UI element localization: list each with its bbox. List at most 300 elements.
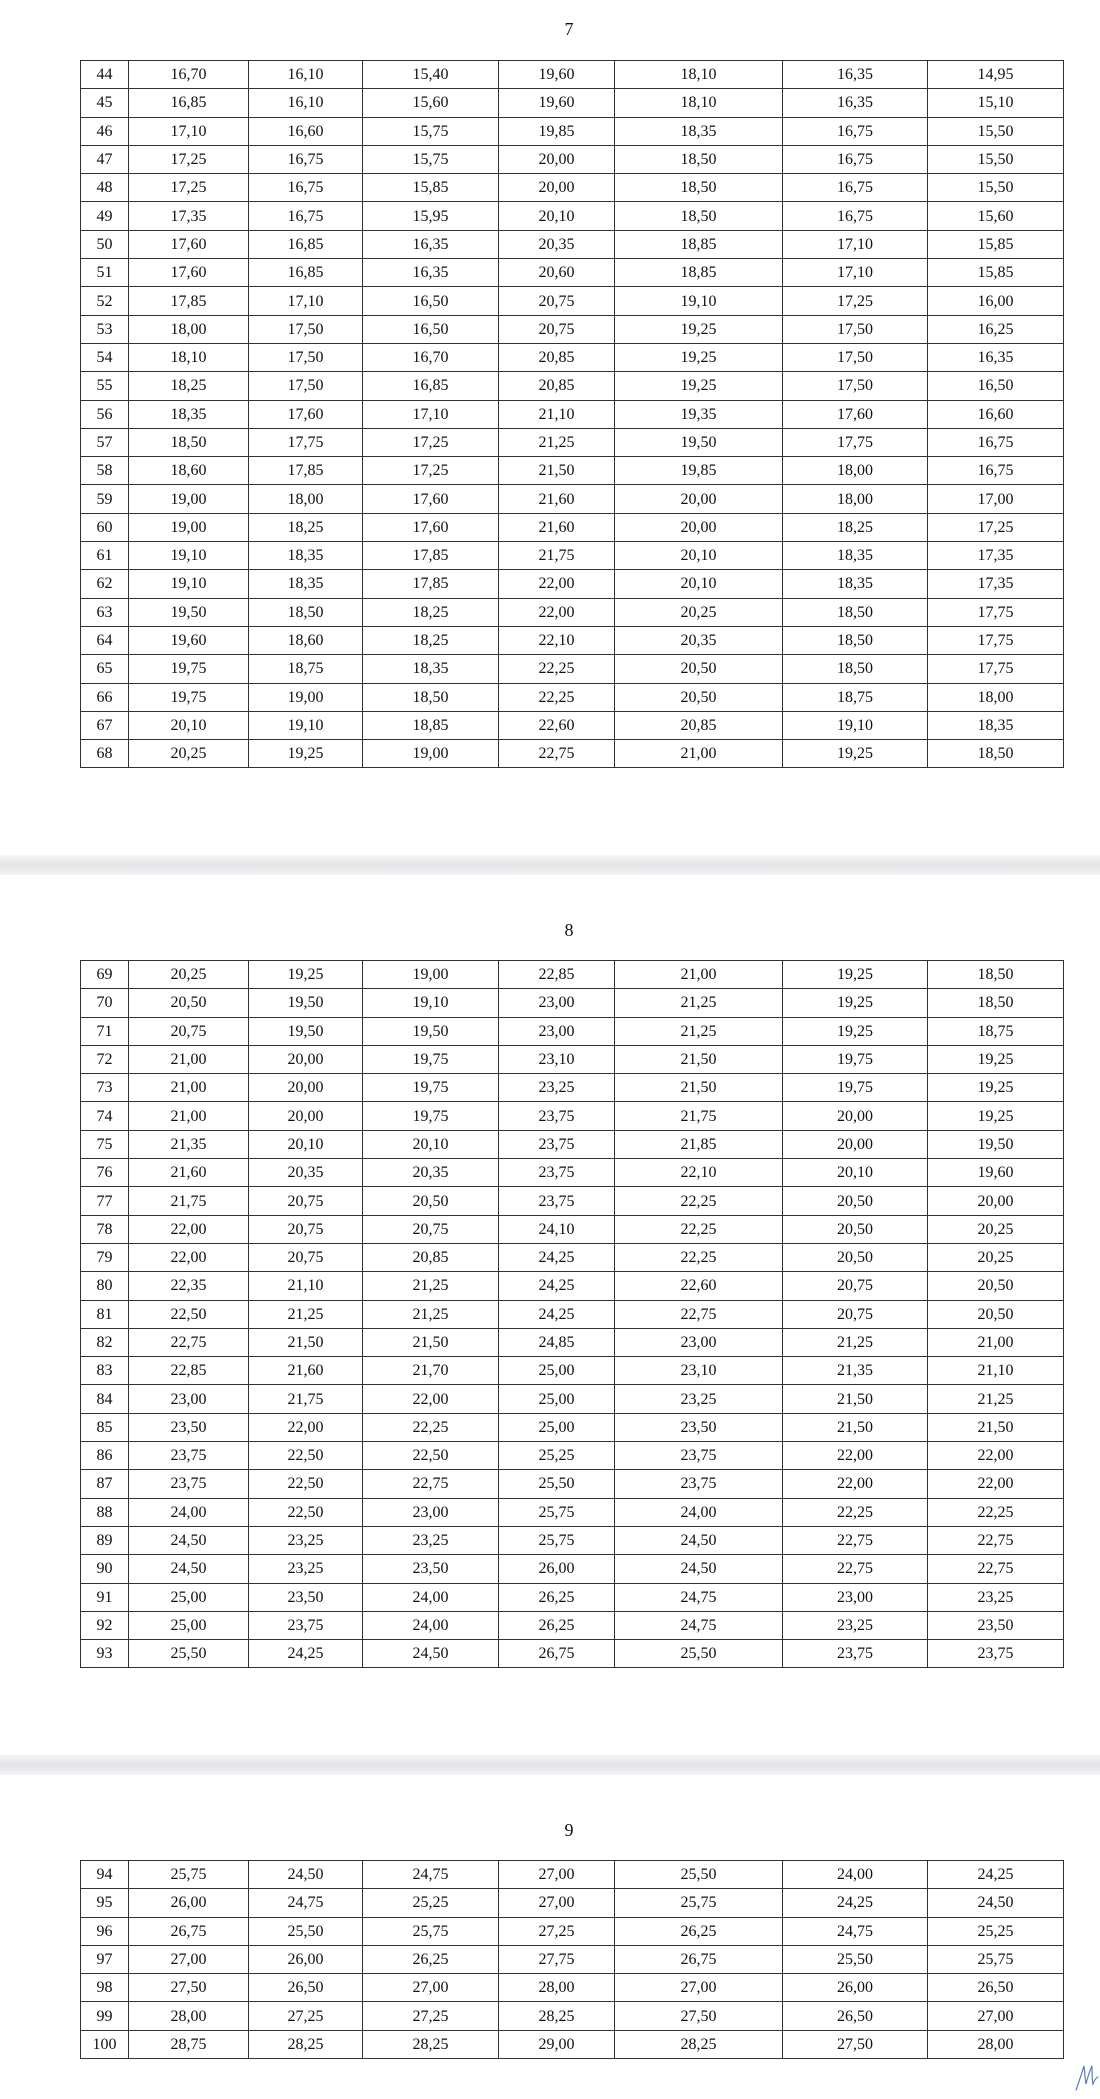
- value-cell: 17,00: [928, 485, 1064, 513]
- row-number-cell: 100: [81, 2030, 129, 2058]
- page-separator: [0, 855, 1100, 875]
- table-row: [81, 1102, 1064, 1130]
- value-cell: 25,50: [129, 1640, 249, 1668]
- value-cell: 26,00: [129, 1889, 249, 1917]
- value-cell: 23,25: [363, 1526, 499, 1554]
- value-cell: 25,50: [499, 1470, 615, 1498]
- value-cell: 15,95: [363, 202, 499, 230]
- value-cell: 19,50: [928, 1130, 1064, 1158]
- value-cell: 21,10: [928, 1357, 1064, 1385]
- value-cell: 20,50: [363, 1187, 499, 1215]
- value-cell: 25,00: [129, 1611, 249, 1639]
- table-row: [81, 1243, 1064, 1271]
- value-cell: 22,00: [928, 1442, 1064, 1470]
- value-cell: 23,75: [499, 1159, 615, 1187]
- value-cell: 24,00: [363, 1611, 499, 1639]
- value-cell: 17,85: [129, 287, 249, 315]
- value-cell: 15,50: [928, 174, 1064, 202]
- table-row: [81, 1498, 1064, 1526]
- row-number-cell: 59: [81, 485, 129, 513]
- value-cell: 16,10: [249, 61, 363, 89]
- value-cell: 15,75: [363, 145, 499, 173]
- value-cell: 18,35: [363, 655, 499, 683]
- value-cell: 20,00: [249, 1045, 363, 1073]
- value-cell: 28,00: [499, 1974, 615, 2002]
- table-row: [81, 145, 1064, 173]
- table-row: [81, 1385, 1064, 1413]
- table-row: [81, 570, 1064, 598]
- value-cell: 26,50: [783, 2002, 928, 2030]
- value-cell: 16,75: [783, 145, 928, 173]
- value-cell: 18,00: [783, 457, 928, 485]
- row-number-cell: 72: [81, 1045, 129, 1073]
- value-cell: 27,00: [499, 1889, 615, 1917]
- value-cell: 25,75: [499, 1498, 615, 1526]
- table-row: [81, 1917, 1064, 1945]
- value-cell: 18,85: [615, 259, 783, 287]
- row-number-cell: 73: [81, 1074, 129, 1102]
- value-cell: 24,50: [615, 1555, 783, 1583]
- value-cell: 22,25: [499, 655, 615, 683]
- value-cell: 26,00: [249, 1945, 363, 1973]
- value-cell: 18,60: [129, 457, 249, 485]
- value-cell: 17,75: [928, 598, 1064, 626]
- value-cell: 18,50: [783, 626, 928, 654]
- value-cell: 26,75: [499, 1640, 615, 1668]
- value-cell: 19,10: [615, 287, 783, 315]
- value-cell: 20,00: [249, 1074, 363, 1102]
- value-cell: 19,75: [783, 1045, 928, 1073]
- value-cell: 21,10: [249, 1272, 363, 1300]
- page-separator: [0, 1755, 1100, 1775]
- value-cell: 22,85: [129, 1357, 249, 1385]
- value-cell: 22,00: [499, 598, 615, 626]
- row-number-cell: 89: [81, 1526, 129, 1554]
- value-cell: 28,25: [249, 2030, 363, 2058]
- table-row: [81, 259, 1064, 287]
- value-cell: 16,10: [249, 89, 363, 117]
- value-cell: 21,60: [499, 485, 615, 513]
- value-cell: 19,75: [129, 683, 249, 711]
- value-cell: 23,75: [615, 1470, 783, 1498]
- value-cell: 20,00: [928, 1187, 1064, 1215]
- value-cell: 23,75: [129, 1470, 249, 1498]
- value-cell: 16,85: [249, 230, 363, 258]
- value-cell: 19,25: [928, 1074, 1064, 1102]
- row-number-cell: 95: [81, 1889, 129, 1917]
- document-page-8: [0, 875, 1100, 1755]
- value-cell: 19,50: [129, 598, 249, 626]
- value-cell: 21,10: [499, 400, 615, 428]
- value-cell: 21,50: [783, 1413, 928, 1441]
- value-cell: 22,25: [499, 683, 615, 711]
- row-number-cell: 76: [81, 1159, 129, 1187]
- value-cell: 25,25: [928, 1917, 1064, 1945]
- value-cell: 24,50: [249, 1861, 363, 1889]
- value-cell: 22,75: [928, 1555, 1064, 1583]
- value-cell: 17,75: [249, 428, 363, 456]
- value-cell: 22,35: [129, 1272, 249, 1300]
- value-cell: 27,25: [249, 2002, 363, 2030]
- value-cell: 15,40: [363, 61, 499, 89]
- value-cell: 19,00: [363, 961, 499, 989]
- value-cell: 25,50: [615, 1861, 783, 1889]
- value-cell: 23,00: [499, 1017, 615, 1045]
- value-cell: 22,10: [615, 1159, 783, 1187]
- table-row: [81, 1187, 1064, 1215]
- value-cell: 19,85: [615, 457, 783, 485]
- row-number-cell: 94: [81, 1861, 129, 1889]
- row-number-cell: 93: [81, 1640, 129, 1668]
- value-cell: 19,25: [615, 315, 783, 343]
- value-cell: 28,00: [928, 2030, 1064, 2058]
- value-cell: 21,75: [129, 1187, 249, 1215]
- row-number-cell: 53: [81, 315, 129, 343]
- row-number-cell: 57: [81, 428, 129, 456]
- value-cell: 23,75: [499, 1130, 615, 1158]
- row-number-cell: 51: [81, 259, 129, 287]
- value-cell: 17,10: [249, 287, 363, 315]
- value-cell: 25,75: [363, 1917, 499, 1945]
- value-cell: 20,00: [783, 1102, 928, 1130]
- value-cell: 22,50: [363, 1442, 499, 1470]
- value-cell: 20,60: [499, 259, 615, 287]
- value-cell: 20,50: [928, 1272, 1064, 1300]
- value-cell: 21,50: [249, 1328, 363, 1356]
- row-number-cell: 97: [81, 1945, 129, 1973]
- value-cell: 20,00: [499, 145, 615, 173]
- value-cell: 17,85: [249, 457, 363, 485]
- value-cell: 21,25: [928, 1385, 1064, 1413]
- value-cell: 16,35: [928, 343, 1064, 371]
- value-cell: 20,00: [499, 174, 615, 202]
- row-number-cell: 85: [81, 1413, 129, 1441]
- value-cell: 20,25: [129, 740, 249, 768]
- row-number-cell: 75: [81, 1130, 129, 1158]
- value-cell: 19,25: [249, 961, 363, 989]
- value-cell: 24,25: [249, 1640, 363, 1668]
- value-cell: 19,75: [129, 655, 249, 683]
- value-cell: 19,50: [363, 1017, 499, 1045]
- value-cell: 21,25: [615, 1017, 783, 1045]
- table-row: [81, 457, 1064, 485]
- value-cell: 25,50: [249, 1917, 363, 1945]
- value-cell: 16,50: [363, 315, 499, 343]
- value-cell: 19,50: [249, 989, 363, 1017]
- value-cell: 24,00: [363, 1583, 499, 1611]
- row-number-cell: 65: [81, 655, 129, 683]
- value-cell: 27,50: [129, 1974, 249, 2002]
- value-cell: 20,50: [783, 1215, 928, 1243]
- table-row: [81, 1215, 1064, 1243]
- value-cell: 15,85: [363, 174, 499, 202]
- value-cell: 27,00: [363, 1974, 499, 2002]
- value-cell: 19,35: [615, 400, 783, 428]
- value-cell: 17,60: [783, 400, 928, 428]
- value-cell: 23,00: [783, 1583, 928, 1611]
- value-cell: 18,35: [249, 570, 363, 598]
- table-row: [81, 989, 1064, 1017]
- value-cell: 17,85: [363, 570, 499, 598]
- value-cell: 18,85: [363, 711, 499, 739]
- row-number-cell: 63: [81, 598, 129, 626]
- value-cell: 18,10: [129, 343, 249, 371]
- value-cell: 16,35: [363, 230, 499, 258]
- value-cell: 18,50: [615, 202, 783, 230]
- value-cell: 16,50: [928, 372, 1064, 400]
- value-cell: 17,75: [783, 428, 928, 456]
- value-cell: 20,10: [783, 1159, 928, 1187]
- table-row: [81, 1159, 1064, 1187]
- value-cell: 21,00: [129, 1102, 249, 1130]
- value-cell: 20,25: [928, 1243, 1064, 1271]
- value-cell: 19,50: [615, 428, 783, 456]
- value-cell: 18,35: [249, 542, 363, 570]
- value-cell: 19,60: [928, 1159, 1064, 1187]
- document-page-9: [0, 1775, 1100, 2099]
- table-row: [81, 372, 1064, 400]
- value-cell: 22,00: [363, 1385, 499, 1413]
- value-cell: 16,75: [928, 428, 1064, 456]
- value-cell: 22,75: [783, 1526, 928, 1554]
- value-cell: 18,50: [129, 428, 249, 456]
- value-cell: 18,10: [615, 61, 783, 89]
- value-cell: 20,75: [499, 287, 615, 315]
- value-cell: 22,75: [499, 740, 615, 768]
- value-cell: 20,50: [615, 655, 783, 683]
- value-cell: 19,60: [499, 89, 615, 117]
- value-cell: 22,25: [928, 1498, 1064, 1526]
- value-cell: 17,25: [363, 428, 499, 456]
- value-cell: 18,00: [129, 315, 249, 343]
- table-row: [81, 287, 1064, 315]
- table-row: [81, 1045, 1064, 1073]
- value-cell: 22,85: [499, 961, 615, 989]
- table-row: [81, 230, 1064, 258]
- value-cell: 16,75: [783, 174, 928, 202]
- value-cell: 22,75: [129, 1328, 249, 1356]
- value-cell: 21,00: [615, 740, 783, 768]
- value-cell: 20,50: [129, 989, 249, 1017]
- row-number-cell: 81: [81, 1300, 129, 1328]
- value-cell: 22,00: [928, 1470, 1064, 1498]
- value-cell: 21,70: [363, 1357, 499, 1385]
- value-cell: 15,85: [928, 230, 1064, 258]
- table-row: [81, 2002, 1064, 2030]
- value-cell: 17,50: [249, 343, 363, 371]
- value-cell: 20,85: [499, 343, 615, 371]
- value-cell: 19,00: [363, 740, 499, 768]
- value-cell: 25,00: [499, 1385, 615, 1413]
- value-cell: 24,25: [499, 1272, 615, 1300]
- value-cell: 20,50: [615, 683, 783, 711]
- value-cell: 21,35: [129, 1130, 249, 1158]
- value-cell: 19,60: [129, 626, 249, 654]
- value-cell: 25,75: [129, 1861, 249, 1889]
- row-number-cell: 74: [81, 1102, 129, 1130]
- value-cell: 19,25: [783, 740, 928, 768]
- value-cell: 25,00: [499, 1357, 615, 1385]
- value-cell: 27,00: [615, 1974, 783, 2002]
- value-cell: 18,25: [129, 372, 249, 400]
- value-cell: 23,75: [783, 1640, 928, 1668]
- table-row: [81, 1130, 1064, 1158]
- value-cell: 17,25: [129, 174, 249, 202]
- value-cell: 22,60: [615, 1272, 783, 1300]
- table-row: [81, 174, 1064, 202]
- row-number-cell: 45: [81, 89, 129, 117]
- row-number-cell: 98: [81, 1974, 129, 2002]
- value-cell: 24,75: [249, 1889, 363, 1917]
- table-row: [81, 202, 1064, 230]
- value-cell: 26,25: [499, 1611, 615, 1639]
- value-cell: 21,75: [249, 1385, 363, 1413]
- row-number-cell: 86: [81, 1442, 129, 1470]
- value-cell: 19,10: [249, 711, 363, 739]
- value-cell: 20,75: [783, 1300, 928, 1328]
- value-cell: 15,10: [928, 89, 1064, 117]
- value-cell: 20,75: [249, 1243, 363, 1271]
- value-cell: 20,25: [615, 598, 783, 626]
- value-cell: 20,10: [499, 202, 615, 230]
- row-number-cell: 77: [81, 1187, 129, 1215]
- value-cell: 24,50: [363, 1640, 499, 1668]
- value-cell: 23,50: [615, 1413, 783, 1441]
- value-cell: 26,25: [363, 1945, 499, 1973]
- value-cell: 26,00: [499, 1555, 615, 1583]
- value-cell: 18,75: [249, 655, 363, 683]
- value-cell: 17,60: [363, 513, 499, 541]
- value-cell: 18,75: [783, 683, 928, 711]
- row-number-cell: 50: [81, 230, 129, 258]
- row-number-cell: 60: [81, 513, 129, 541]
- value-cell: 24,00: [615, 1498, 783, 1526]
- value-cell: 21,25: [615, 989, 783, 1017]
- value-cell: 20,75: [249, 1215, 363, 1243]
- signature-mark: [1073, 2054, 1099, 2094]
- value-cell: 17,60: [363, 485, 499, 513]
- value-cell: 19,25: [615, 343, 783, 371]
- row-number-cell: 66: [81, 683, 129, 711]
- value-cell: 22,00: [783, 1470, 928, 1498]
- value-cell: 16,75: [249, 202, 363, 230]
- value-cell: 23,50: [249, 1583, 363, 1611]
- value-cell: 20,50: [928, 1300, 1064, 1328]
- value-cell: 27,00: [499, 1861, 615, 1889]
- table-row: [81, 1861, 1064, 1889]
- value-cell: 23,75: [499, 1187, 615, 1215]
- value-cell: 23,75: [928, 1640, 1064, 1668]
- table-row: [81, 513, 1064, 541]
- value-cell: 27,00: [928, 2002, 1064, 2030]
- value-cell: 21,25: [363, 1272, 499, 1300]
- value-cell: 17,60: [129, 230, 249, 258]
- value-cell: 18,00: [928, 683, 1064, 711]
- value-cell: 21,35: [783, 1357, 928, 1385]
- row-number-cell: 90: [81, 1555, 129, 1583]
- value-cell: 22,75: [783, 1555, 928, 1583]
- value-cell: 22,00: [129, 1215, 249, 1243]
- value-cell: 24,75: [615, 1611, 783, 1639]
- value-cell: 22,75: [928, 1526, 1064, 1554]
- table-row: [81, 1526, 1064, 1554]
- value-cell: 17,35: [928, 570, 1064, 598]
- table-row: [81, 1272, 1064, 1300]
- row-number-cell: 70: [81, 989, 129, 1017]
- table-row: [81, 1611, 1064, 1639]
- value-cell: 25,75: [615, 1889, 783, 1917]
- value-cell: 18,35: [615, 117, 783, 145]
- value-cell: 26,50: [928, 1974, 1064, 2002]
- value-cell: 15,50: [928, 145, 1064, 173]
- table-row: [81, 542, 1064, 570]
- value-cell: 26,00: [783, 1974, 928, 2002]
- table-row: [81, 1889, 1064, 1917]
- value-cell: 20,25: [928, 1215, 1064, 1243]
- table-row: [81, 598, 1064, 626]
- row-number-cell: 79: [81, 1243, 129, 1271]
- value-cell: 21,50: [615, 1045, 783, 1073]
- value-cell: 22,00: [783, 1442, 928, 1470]
- row-number-cell: 48: [81, 174, 129, 202]
- value-cell: 16,35: [783, 89, 928, 117]
- value-cell: 18,50: [928, 961, 1064, 989]
- value-cell: 15,60: [363, 89, 499, 117]
- value-cell: 20,10: [129, 711, 249, 739]
- row-number-cell: 44: [81, 61, 129, 89]
- value-cell: 25,25: [363, 1889, 499, 1917]
- value-cell: 19,75: [363, 1074, 499, 1102]
- value-cell: 29,00: [499, 2030, 615, 2058]
- value-cell: 17,85: [363, 542, 499, 570]
- value-cell: 22,25: [363, 1413, 499, 1441]
- value-cell: 20,00: [249, 1102, 363, 1130]
- value-cell: 18,25: [363, 598, 499, 626]
- value-cell: 19,25: [249, 740, 363, 768]
- value-cell: 16,00: [928, 287, 1064, 315]
- value-cell: 18,50: [615, 174, 783, 202]
- value-cell: 16,75: [249, 174, 363, 202]
- value-cell: 24,25: [783, 1889, 928, 1917]
- row-number-cell: 92: [81, 1611, 129, 1639]
- row-number-cell: 64: [81, 626, 129, 654]
- value-cell: 17,10: [783, 230, 928, 258]
- value-cell: 15,60: [928, 202, 1064, 230]
- value-cell: 20,00: [783, 1130, 928, 1158]
- value-cell: 17,60: [249, 400, 363, 428]
- value-cell: 21,25: [499, 428, 615, 456]
- value-cell: 17,50: [249, 315, 363, 343]
- row-number-cell: 88: [81, 1498, 129, 1526]
- value-cell: 20,10: [249, 1130, 363, 1158]
- table-row: [81, 1583, 1064, 1611]
- value-cell: 22,25: [783, 1498, 928, 1526]
- value-cell: 23,10: [499, 1045, 615, 1073]
- table-row: [81, 1017, 1064, 1045]
- value-cell: 21,75: [615, 1102, 783, 1130]
- value-cell: 19,25: [783, 989, 928, 1017]
- value-cell: 25,75: [928, 1945, 1064, 1973]
- row-number-cell: 61: [81, 542, 129, 570]
- row-number-cell: 69: [81, 961, 129, 989]
- value-cell: 17,10: [129, 117, 249, 145]
- value-cell: 23,25: [249, 1526, 363, 1554]
- value-cell: 20,85: [363, 1243, 499, 1271]
- value-cell: 19,25: [928, 1102, 1064, 1130]
- table-row: [81, 1555, 1064, 1583]
- value-cell: 23,50: [928, 1611, 1064, 1639]
- value-cell: 16,85: [363, 372, 499, 400]
